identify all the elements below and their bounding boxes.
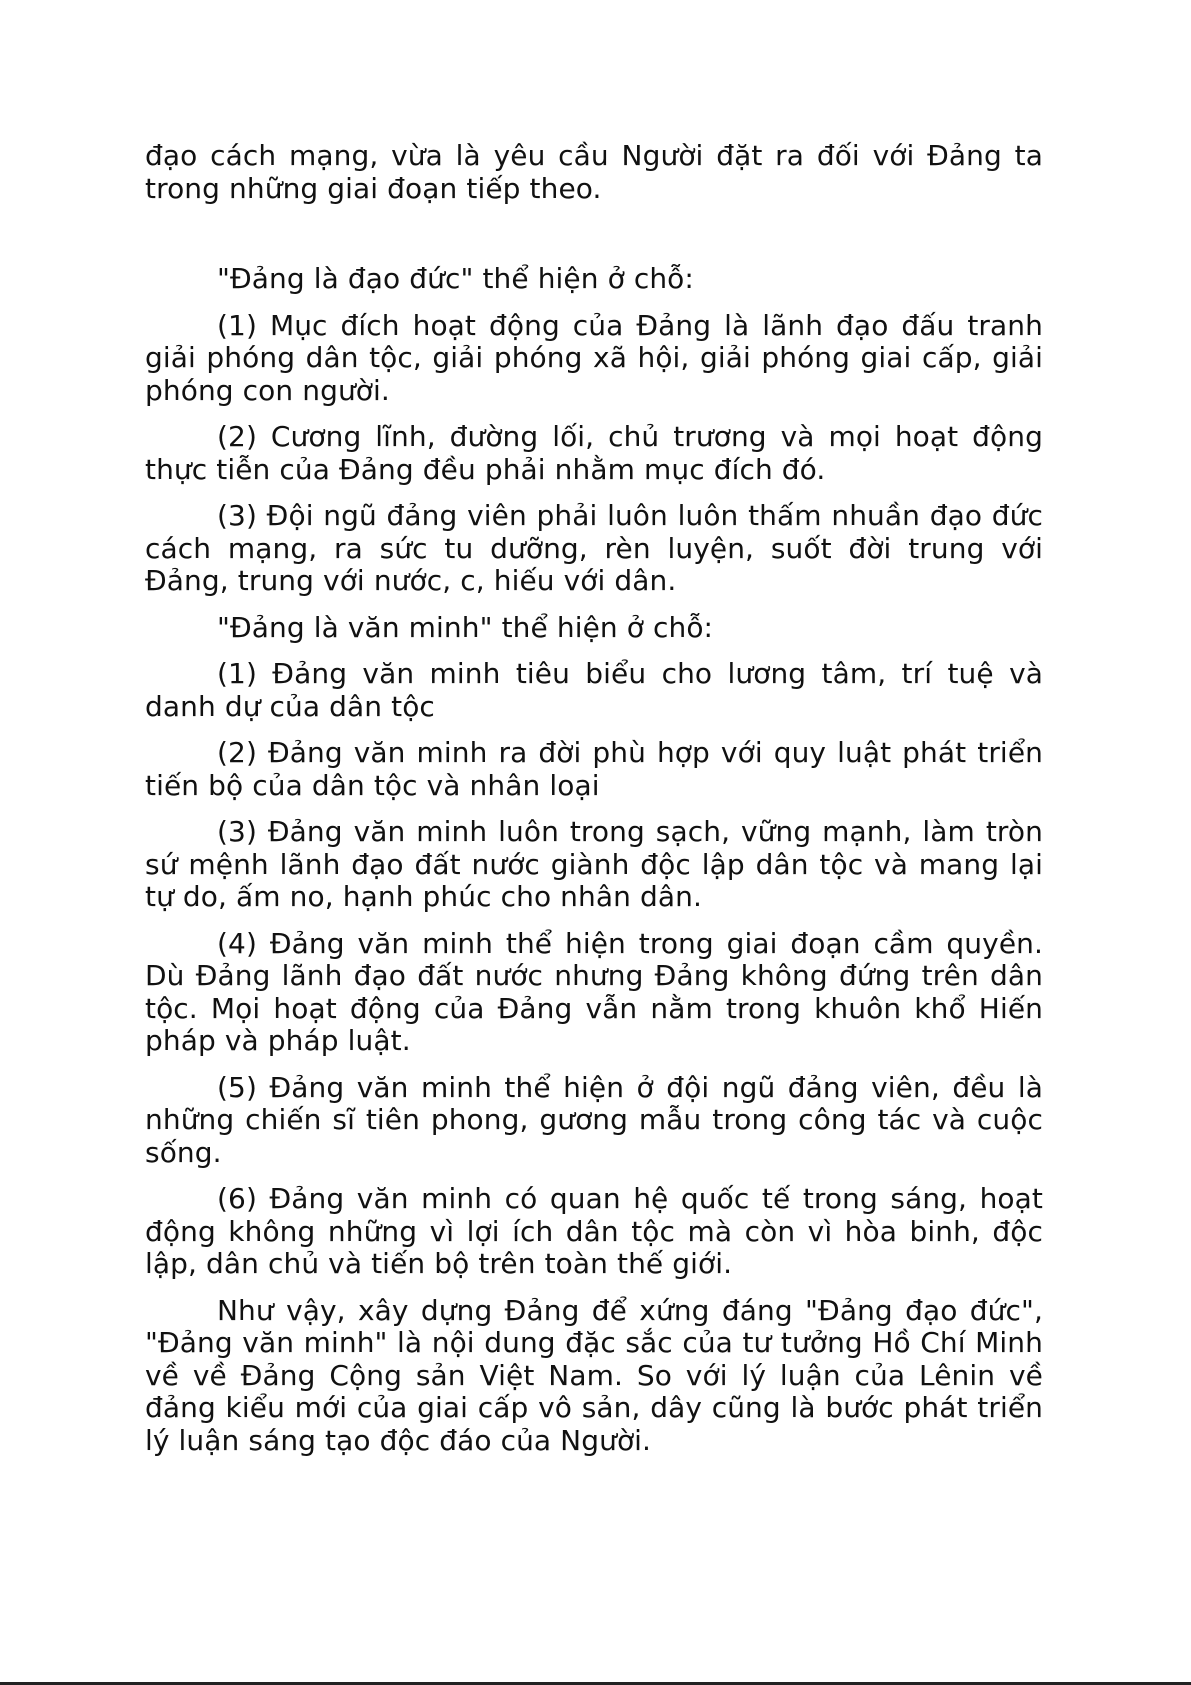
paragraph-conclusion: Như vậy, xây dựng Đảng để xứng đáng "Đảng đạo đức", "Đảng văn minh" là nội dung đặc sắc của tư tưởng Hồ Chí Minh về về Đảng Cộng sản Việt Nam. So với lý luận của Lênin về đảng kiểu mới của giai cấp vô sản, dây cũng là bước phát triển lý luận sáng tạo độc đáo của Người. [145,1293,1043,1457]
paragraph-van-minh-heading: "Đảng là văn minh" thể hiện ở chỗ: [217,610,714,644]
paragraph-van-minh-item-4: (4) Đảng văn minh thể hiện trong giai đoạn cầm quyền. Dù Đảng lãnh đạo đất nước nhưng Đảng không đứng trên dân tộc. Mọi hoạt động của Đảng vẫn nằm trong khuôn khổ Hiến pháp và pháp luật. [145,926,1043,1057]
paragraph-dao-duc-heading: "Đảng là đạo đức" thể hiện ở chỗ: [217,262,694,295]
paragraph-dao-duc-item-1: (1) Mục đích hoạt động của Đảng là lãnh đạo đấu tranh giải phóng dân tộc, giải phóng xã hội, giải phóng giai cấp, giải phóng con người. [145,308,1043,407]
document-page [145,140,1043,1471]
paragraph-van-minh-item-6: (6) Đảng văn minh có quan hệ quốc tế trong sáng, hoạt động không những vì lợi ích dân tộc mà còn vì hòa binh, độc lập, dân chủ và tiến bộ trên toàn thế giới. [145,1182,1043,1280]
paragraph-dao-duc-item-3: (3) Đội ngũ đảng viên phải luôn luôn thấm nhuần đạo đức cách mạng, ra sức tu dưỡng, rèn luyện, suốt đời trung với Đảng, trung với nước, c, hiếu với dân. [145,499,1043,597]
paragraph-van-minh-item-2: (2) Đảng văn minh ra đời phù hợp với quy luật phát triển tiến bộ của dân tộc và nhân loại [145,736,1043,802]
paragraph-dao-duc-item-2: (2) Cương lĩnh, đường lối, chủ trương và mọi hoạt động thực tiễn của Đảng đều phải nhằm mục đích đó. [145,420,1043,486]
paragraph-van-minh-item-1: (1) Đảng văn minh tiêu biểu cho lương tâm, trí tuệ và danh dự của dân tộc [145,657,1043,723]
paragraph-continuation: đạo cách mạng, vừa là yêu cầu Người đặt ra đối với Đảng ta trong những giai đoạn tiếp theo. [145,139,1043,205]
paragraph-van-minh-item-5: (5) Đảng văn minh thể hiện ở đội ngũ đảng viên, đều là những chiến sĩ tiên phong, gương mẫu trong công tác và cuộc sống. [145,1070,1043,1169]
paragraph-van-minh-item-3: (3) Đảng văn minh luôn trong sạch, vững mạnh, làm tròn sứ mệnh lãnh đạo đất nước giành độc lập dân tộc và mang lại tự do, ấm no, hạnh phúc cho nhân dân. [145,815,1043,913]
